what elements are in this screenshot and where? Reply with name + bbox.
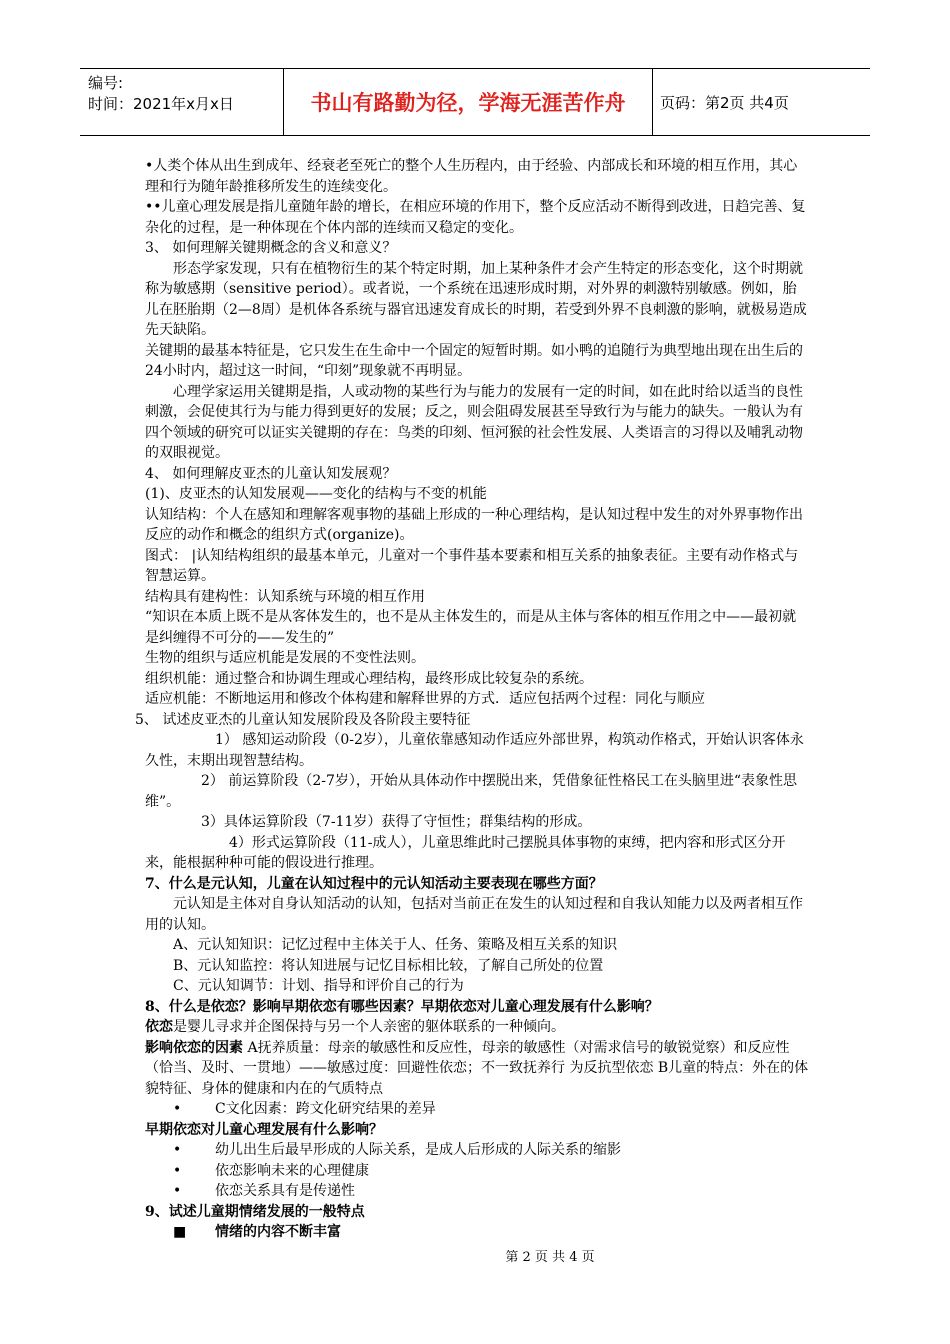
header-divider <box>652 69 653 135</box>
paragraph <box>145 1038 810 1100</box>
term: 影响依恋的因素 <box>145 1039 243 1056</box>
paragraph: 认知结构：个人在感知和理解客观事物的基础上形成的一种心理结构，是认知过程中发生的对外界事物作出反应的动作和概念的组织方式(organize)。 <box>145 506 803 543</box>
paragraph: 图式： |认知结构组织的最基本单元，儿童对一个事件基本要素和相互关系的抽象表征。主要有动作格式与智慧运算。 <box>145 547 799 584</box>
bullet-item <box>145 1181 810 1202</box>
bullet-item <box>145 1099 810 1120</box>
bullet-icon: • <box>173 1183 182 1199</box>
bullet-text: 依恋影响未来的心理健康 <box>215 1162 369 1179</box>
document-body <box>135 156 810 1243</box>
definition: 是婴儿寻求并企图保持与另一个人亲密的躯体联系的一种倾向。 <box>173 1019 565 1035</box>
question-heading: 4、 如何理解皮亚杰的儿童认知发展观？ <box>145 465 397 482</box>
paragraph: 结构具有建构性：认知系统与环境的相互作用 <box>145 588 425 605</box>
paragraph: ••儿童心理发展是指儿童随年龄的增长，在相应环境的作用下，整个反应活动不断得到改进，日趋完善、复杂化的过程，是一种体现在个体内部的连续而又稳定的变化。 <box>145 199 806 236</box>
stage-item: 1） 感知运动阶段（0-2岁），儿童依靠感知动作适应外部世界，构筑动作格式，开始认识客体永久性，末期出现智慧结构。 <box>145 732 804 769</box>
bullet-item <box>145 1140 810 1161</box>
question-heading: 8、什么是依恋？影响早期依恋有哪些因素？早期依恋对儿童心理发展有什么影响？ <box>145 998 659 1015</box>
bullet-text: 幼儿出生后最早形成的人际关系，是成人后形成的人际关系的缩影 <box>215 1142 621 1158</box>
stage-item: 4）形式运算阶段（11-成人），儿童思维此时己摆脱具体事物的束缚，把内容和形式区分开来，能根据种种可能的假设进行推理。 <box>145 834 786 871</box>
bullet-text: C文化因素：跨文化研究结果的差异 <box>215 1101 436 1117</box>
bullet-item <box>145 1161 810 1182</box>
quote: “知识在本质上既不是从客体发生的，也不是从主体发生的，而是从主体与客体的相互作用之中——最初就是纠缠得不可分的——发生的” <box>145 609 797 646</box>
list-item: C、元认知调节：计划、指导和评价自己的行为 <box>173 978 464 994</box>
bullet-icon: • <box>173 1101 182 1117</box>
stage-item: 3）具体运算阶段（7-11岁）获得了守恒性；群集结构的形成。 <box>201 814 592 830</box>
header-motto: 书山有路勤为径，学海无涯苦作舟 <box>310 91 626 115</box>
paragraph: 心理学家运用关键期是指，人或动物的某些行为与能力的发展有一定的时间，如在此时给以适当的良性刺激，会促使其行为与能力得到更好的发展；反之，则会阻碍发展甚至导致行为与能力的缺失。一般认为有四个领域的研究可以证实关键期的存在：鸟类的印刻、恒河猴的社会性发展、人类语言的习得以及哺乳动物的双眼视觉。 <box>145 383 803 461</box>
bullet-icon: • <box>173 1142 182 1158</box>
header-meta <box>88 73 288 115</box>
question-heading: 7、什么是元认知，儿童在认知过程中的元认知活动主要表现在哪些方面？ <box>145 875 603 892</box>
time-label: 时间：2021年x月x日 <box>88 95 234 113</box>
page-info: 页码：第2页 共4页 <box>660 93 789 112</box>
bullet-text: 情绪的内容不断丰富 <box>215 1224 341 1240</box>
list-item: B、元认知监控：将认知进展与记忆目标相比较，了解自己所处的位置 <box>173 957 604 974</box>
sub-heading: 早期依恋对儿童心理发展有什么影响？ <box>145 1121 383 1138</box>
bullet-text: 依恋关系具有是传递性 <box>215 1183 355 1199</box>
stage-item: 2） 前运算阶段（2-7岁），开始从具体动作中摆脱出来，凭借象征性格民工在头脑里进“表象性思维”。 <box>145 773 798 810</box>
term: 依恋 <box>145 1019 173 1035</box>
sub-heading: (1)、皮亚杰的认知发展观——变化的结构与不变的机能 <box>145 486 487 502</box>
paragraph: •人类个体从出生到成年、经衰老至死亡的整个人生历程内，由于经验、内部成长和环境的相互作用，其心理和行为随年龄推移所发生的连续变化。 <box>145 158 798 195</box>
square-bullet-icon: ■ <box>173 1224 187 1240</box>
question-heading: 9、试述儿童期情绪发展的一般特点 <box>145 1203 365 1220</box>
paragraph: 适应机能：不断地运用和修改个体构建和解释世界的方式．适应包括两个过程：同化与顺应 <box>145 691 705 707</box>
paragraph: 元认知是主体对自身认知活动的认知，包括对当前正在发生的认知过程和自我认知能力以及两者相互作用的认知。 <box>145 896 803 933</box>
number-label: 编号: <box>88 74 124 92</box>
question-heading: 3、 如何理解关键期概念的含义和意义？ <box>145 240 397 256</box>
paragraph <box>145 1017 810 1038</box>
page-footer <box>0 1246 950 1265</box>
paragraph: 形态学家发现，只有在植物衍生的某个特定时期，加上某种条件才会产生特定的形态变化，这个时期就称为敏感期（sensitive period）。或者说，一个系统在迅速形成时期，对外界的刺激特别敏感。例如，胎儿在胚胎期（2—8周）是机体各系统与器官迅速发育成长的时期，若受到外界不良刺激的影响，就极易造成先天缺陷。 <box>145 260 807 338</box>
definition: A抚养质量：母亲的敏感性和反应性，母亲的敏感性（对需求信号的敏锐觉察）和反应性（恰当、及时、一贯地）——敏感过度：回避性依恋；不一致抚养行 为反抗型依恋 B儿童的特点：外在的体貌特征、身体的健康和内在的气质特点 <box>145 1039 809 1097</box>
paragraph: 组织机能：通过整合和协调生理或心理结构，最终形成比较复杂的系统。 <box>145 670 593 687</box>
question-heading: 5、 试述皮亚杰的儿童认知发展阶段及各阶段主要特征 <box>135 711 471 728</box>
paragraph: 关键期的最基本特征是，它只发生在生命中一个固定的短暂时期。如小鸭的追随行为典型地出现在出生后的24小时内，超过这一时间，“印刻”现象就不再明显。 <box>145 342 803 379</box>
paragraph: 生物的组织与适应机能是发展的不变性法则。 <box>145 650 425 666</box>
page-header <box>80 68 870 136</box>
list-item: A、元认知知识：记忆过程中主体关于人、任务、策略及相互关系的知识 <box>173 937 618 953</box>
footer-page-number: 第 2 页 共 4 页 <box>505 1250 595 1265</box>
bullet-icon: • <box>173 1162 182 1179</box>
bullet-item <box>145 1222 810 1243</box>
